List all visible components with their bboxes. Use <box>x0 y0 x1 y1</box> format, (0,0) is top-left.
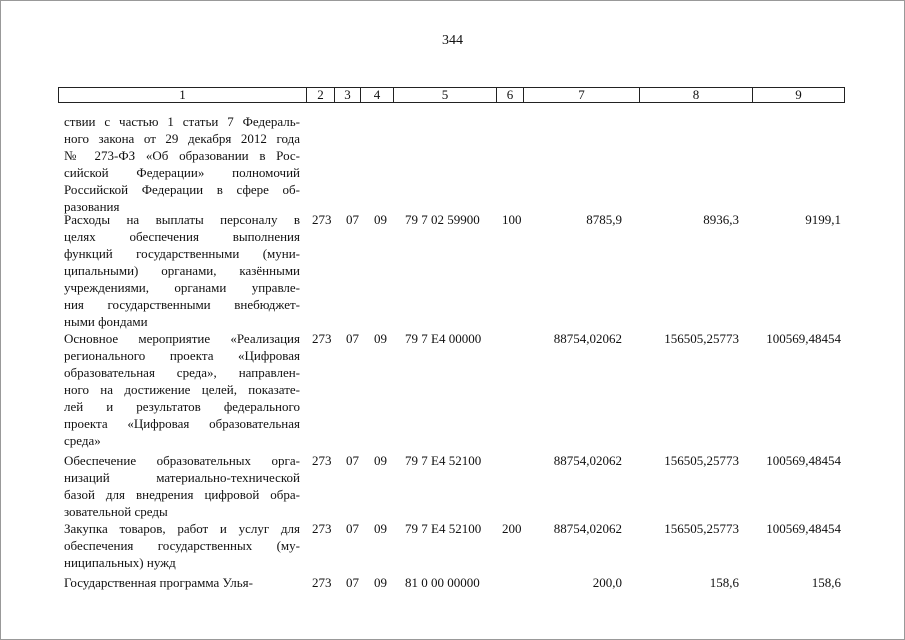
header-col-6: 6 <box>497 88 524 102</box>
cell-col-9: 9199,1 <box>805 212 841 227</box>
row-description <box>64 520 300 571</box>
cell-col-8: 8936,3 <box>703 212 739 227</box>
cell-col-9: 100569,48454 <box>766 453 841 468</box>
cell-col-4: 09 <box>374 453 387 468</box>
description-line: проекта «Цифровая образовательная <box>64 416 300 431</box>
cell-col-4: 09 <box>374 212 387 227</box>
header-col-8: 8 <box>640 88 753 102</box>
description-line: ниципальных) нужд <box>64 555 176 570</box>
description-line: обеспечения государственных (му- <box>64 538 300 553</box>
description-line: Закупка товаров, работ и услуг для <box>64 521 300 536</box>
description-line: ствии с частью 1 статьи 7 Федераль- <box>64 114 300 129</box>
row-description <box>64 330 300 449</box>
description-line: ципальными) органами, казёнными <box>64 263 300 278</box>
cell-col-7: 88754,02062 <box>553 453 622 468</box>
cell-col-9: 100569,48454 <box>766 521 841 536</box>
page-number: 344 <box>442 33 463 48</box>
description-line: целях обеспечения выполнения <box>64 229 300 244</box>
description-line: зовательной среды <box>64 504 168 519</box>
cell-col-7: 88754,02062 <box>553 521 622 536</box>
cell-col-2: 273 <box>312 575 332 590</box>
cell-col-8: 156505,25773 <box>664 331 739 346</box>
description-line: регионального проекта «Цифровая <box>64 348 300 363</box>
header-col-2: 2 <box>307 88 335 102</box>
description-line: образовательная среда», направлен- <box>64 365 300 380</box>
cell-col-3: 07 <box>346 212 359 227</box>
cell-col-5: 79 7 E4 00000 <box>405 331 482 346</box>
header-col-1: 1 <box>59 88 307 102</box>
description-line: базой для внедрения цифровой обра- <box>64 487 300 502</box>
description-line: ного закона от 29 декабря 2012 года <box>64 131 300 146</box>
cell-col-9: 158,6 <box>811 575 841 590</box>
description-line: среда» <box>64 433 101 448</box>
description-line: ного на достижение целей, показате- <box>64 382 300 397</box>
cell-col-8: 156505,25773 <box>664 453 739 468</box>
cell-col-2: 273 <box>312 521 332 536</box>
header-col-7: 7 <box>524 88 640 102</box>
description-line: Государственная программа Улья- <box>64 575 253 590</box>
description-line: ными фондами <box>64 314 148 329</box>
description-line: Основное мероприятие «Реализация <box>64 331 300 346</box>
header-col-3: 3 <box>335 88 361 102</box>
cell-col-4: 09 <box>374 331 387 346</box>
cell-col-9: 100569,48454 <box>766 331 841 346</box>
description-line: сийской Федерации» полномочий <box>64 165 300 180</box>
cell-col-3: 07 <box>346 575 359 590</box>
description-line: Обеспечение образовательных орга- <box>64 453 300 468</box>
description-line: низаций материально-технической <box>64 470 300 485</box>
cell-col-8: 156505,25773 <box>664 521 739 536</box>
row-description <box>64 574 300 591</box>
header-col-5: 5 <box>394 88 497 102</box>
description-line: Российской Федерации в сфере об- <box>64 182 300 197</box>
cell-col-2: 273 <box>312 453 332 468</box>
cell-col-4: 09 <box>374 521 387 536</box>
cell-col-3: 07 <box>346 453 359 468</box>
cell-col-5: 81 0 00 00000 <box>405 575 480 590</box>
cell-col-5: 79 7 02 59900 <box>405 212 480 227</box>
table-header <box>58 87 845 103</box>
description-line: Расходы на выплаты персоналу в <box>64 212 300 227</box>
description-line: учреждениями, органами управле- <box>64 280 300 295</box>
cell-col-2: 273 <box>312 331 332 346</box>
header-col-4: 4 <box>361 88 394 102</box>
cell-col-3: 07 <box>346 521 359 536</box>
row-description <box>64 452 300 520</box>
description-line: функций государственными (муни- <box>64 246 300 261</box>
cell-col-5: 79 7 E4 52100 <box>405 521 482 536</box>
header-col-9: 9 <box>795 87 802 102</box>
cell-col-7: 88754,02062 <box>553 331 622 346</box>
description-line: ния государственными внебюджет- <box>64 297 300 312</box>
description-line: № 273-ФЗ «Об образовании в Рос- <box>64 148 300 163</box>
description-line: лей и результатов федерального <box>64 399 300 414</box>
cell-col-4: 09 <box>374 575 387 590</box>
cell-col-7: 8785,9 <box>586 212 622 227</box>
description-line: разования <box>64 199 120 214</box>
cell-col-3: 07 <box>346 331 359 346</box>
row-description <box>64 113 300 215</box>
cell-col-7: 200,0 <box>592 575 622 590</box>
cell-col-6: 200 <box>502 521 522 536</box>
row-description <box>64 211 300 330</box>
cell-col-2: 273 <box>312 212 332 227</box>
cell-col-8: 158,6 <box>709 575 739 590</box>
cell-col-6: 100 <box>502 212 522 227</box>
cell-col-5: 79 7 E4 52100 <box>405 453 482 468</box>
